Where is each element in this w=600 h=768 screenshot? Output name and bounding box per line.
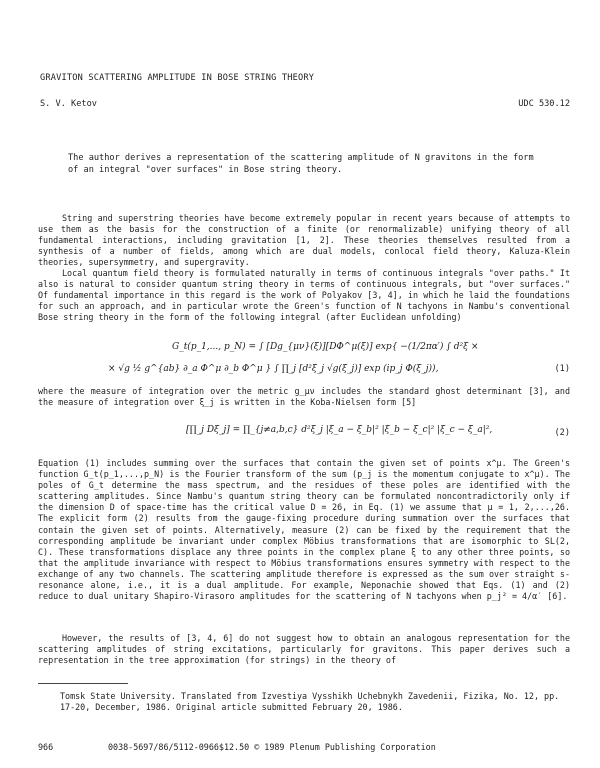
page-number: 966	[38, 742, 54, 752]
equation-2-number: (2)	[554, 428, 570, 438]
equation-1-line-2: × √g ½ g^{ab} ∂_a Φ^μ ∂_b Φ^μ } ∫ ∏_j [d²ξ_j √g(ξ_j)] exp (ip_j Φ(ξ_j)),	[108, 364, 439, 374]
equation-1-line-1: G_t(p_1,..., p_N) = ∫ [Dg_{μν}(ξ)][DΦ^μ(ξ)] exp{ −(1/2πα′) ∫ d²ξ ×	[172, 342, 479, 352]
footnote-divider	[38, 683, 128, 684]
paragraph-however: However, the results of [3, 4, 6] do not suggest how to obtain an analogous representation for the scattering amplitudes of string excitations, particularly for gravitons. This paper derives such a representation in the tree approximation (for strings) in the theory of	[38, 633, 570, 666]
author-name: S. V. Ketov	[40, 99, 97, 109]
equation-2: [∏_j Dξ_j] = ∏_{j≠a,b,c} d²ξ_j |ξ_a − ξ_b|² |ξ_b − ξ_c|² |ξ_c − ξ_a|²,	[186, 425, 493, 435]
paragraph-measure: where the measure of integration over the metric g_μν includes the standard ghost determinant [3], and the measure of integration over ξ_j is written in the Koba-Nielsen form [5]	[38, 386, 570, 408]
equation-1-number: (1)	[554, 364, 570, 374]
abstract: The author derives a representation of the scattering amplitude of N gravitons in the form of an integral "over surfaces" in Bose string theory.	[68, 153, 534, 175]
copyright-line: 0038-5697/86/5112-0966$12.50 © 1989 Plenum Publishing Corporation	[108, 742, 436, 752]
paragraph-polyakov: Local quantum field theory is formulated naturally in terms of continuous integrals "over paths." It also is natural to consider quantum string theory in terms of continuous integrals, but "over surfaces." Of fundamental importance in this regard is the work of Polyakov [3, 4], in which he laid the foundations for such an approach, and in particular wrote the Green's function of N tachyons in Nambu's conventional Bose string theory in the form of the following integral (after Euclidean unfolding)	[38, 268, 570, 323]
udc-code: UDC 530.12	[518, 99, 570, 109]
paragraph-intro: String and superstring theories have become extremely popular in recent years because of attempts to use them as the basis for the construction of a finite (or renormalizable) unifying theory of all fundamental interactions, including gravitation [1, 2]. These theories themselves resulted from a synthesis of a number of fields, among which are dual models, conlocal field theory, Kaluza-Klein theories, supersymmetry, and supergravity.	[38, 213, 570, 268]
footnote: Tomsk State University. Translated from Izvestiya Vysshikh Uchebnykh Zavedenii, Fizika, No. 12, pp. 17-20, December, 1986. Original article submitted February 20, 1986.	[60, 691, 560, 712]
article-title: GRAVITON SCATTERING AMPLITUDE IN BOSE STRING THEORY	[40, 73, 315, 83]
paragraph-equation-discussion: Equation (1) includes summing over the surfaces that contain the given set of points x^μ. The Green's function G_t(p_1,...,p_N) is the Fourier transform of the sum (p_j is the momentum conjugate to x^μ). The poles of G_t determine the mass spectrum, and the residues of these poles are identified with the scattering amplitudes. Since Nambu's quantum string theory can be formulated noncontradictorily only if the dimension D of space-time has the critical value D = 26, in Eq. (1) we assume that μ = 1, 2,...,26. The explicit form (2) results from the gauge-fixing procedure during summation over the surfaces that contain the given set of points. Alternatively, measure (2) can be fixed by the requirement that the corresponding amplitude be invariant under complex Möbius transformations that are isomorphic to SL(2, C). These transformations displace any three points in the complex plane ξ to any other three points, so that the amplitude invariance with respect to Möbius transformations ensures symmetry with respect to the exchange of any two channels. The scattering amplitude therefore is expressed as the sum over straight s-resonance alone, i.e., it is a dual amplitude. For example, Neponachie showed that Eqs. (1) and (2) reduce to dual unitary Shapiro-Virasoro amplitudes for the scattering of N tachyons when p_j² = 4/α′ [6].	[38, 458, 570, 602]
